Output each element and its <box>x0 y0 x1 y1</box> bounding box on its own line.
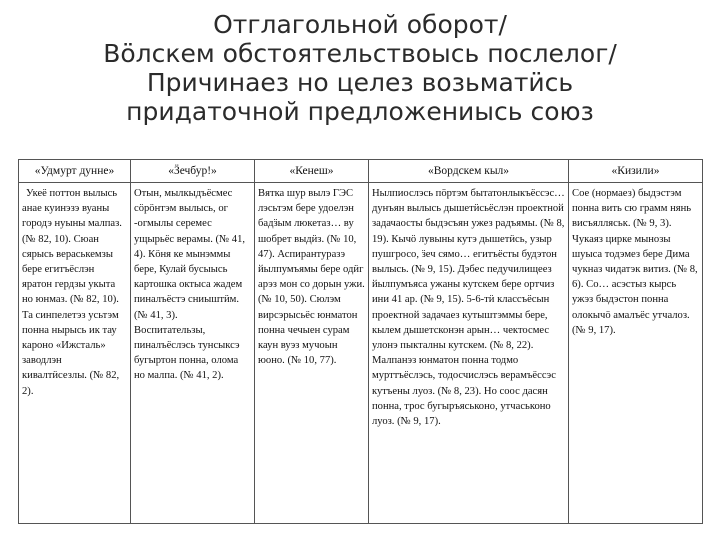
slide-title <box>40 10 680 126</box>
title-line-1: Отглагольной оборот/ <box>213 10 507 39</box>
header-udmurt-dunne: «Удмурт дунне» <box>19 160 131 183</box>
cell-udmurt-dunne: Укеё поттон вылысь анае куинэзэ вуаны городэ нуыны малпаз. (№ 82, 10). Сюан сярысь вераськемзы бере егитъёслэн яратон гердзы укыта но юнмаз. (№ 82, 10). Та синпелетэз усьтэм понна нырысь ик тау кароно «Ижсталь» заводлэн кивалтӥсезлы. (№ 82, 2). <box>19 183 131 524</box>
table-header-row <box>19 160 703 183</box>
cell-kenesh: Вятка шур вылэ ГЭС лэсьтэм бере удоелэн бадӟым люкетаз… ву шобрет выдӥз. (№ 10, 47). Аспирантуразэ йылпумъямы бере одӥг арэз мон со дорын ужи. (№ 10, 50). Сюлэм вирсэрысьёс юнматон понна чечыен сурам каун вуэз мучоын юоно. (№ 10, 77). <box>255 183 369 524</box>
title-line-3: Причинаез но целез возьматӥсь <box>146 68 574 97</box>
cell-vordskem-kyl: Нылпиослэсь пӧртэм бытатонлыкъёссэс… дунъян вылысь дышетӥсьёслэн проектной задачаосты быдэсъян ужез радъямы. (№ 8, 19). Кычӧ лувыны кутэ дышетӥсь, узыр пушгросо, ӟеч сямо… егитъёсты будэтон вылысь. (№ 9, 15). Дэбес педучилищеез йылпумъяса ужаны кутскем бере ортчиз ини 41 ар. (№ 9, 15). 5-6-тӥ классъёсын проектной задачаез кутыштэммы бере, кылем дышетсконэн арын… чектосмес улонэ пыкталны кутскем. (№ 8, 22). Малпанэз юнматон понна тодмо мурттъёслэсь, тодосчислэсь верамъёссэс кутъены луоз. (№ 8, 23). Но соос дасян понна, трос бугыръяськоно, утчаськоно луоз. (№ 9, 17). <box>369 183 569 524</box>
header-kizili: «Кизили» <box>569 160 703 183</box>
title-line-4: придаточной предложениысь союз <box>126 97 594 126</box>
table-row <box>19 183 703 524</box>
title-line-2: Вӧлскем обстоятельствоысь послелог/ <box>103 39 617 68</box>
header-dzechbur: «Ӟечбур!» <box>131 160 255 183</box>
header-vordskem-kyl: «Вордскем кыл» <box>369 160 569 183</box>
examples-table <box>18 159 703 524</box>
cell-kizili: Сое (нормаез) быдэстэм понна вить сю грамм нянь висъялляськ. (№ 9, 3). Чукаяз цирке мынозы шуыса тодэмез бере Дима чукназ чидатэк витиз. (№ 8, 6). Со… асэстыз кырсь ужэз быдэстон понна олокычӧ амалъёс утчалоз. (№ 9, 17). <box>569 183 703 524</box>
cell-dzechbur: Отын, мылкыдъёсмес сӧрӧнтэм вылысь, ог -огмылы серемес ущырьёс верамы. (№ 41, 4). Кӧня ке мынэммы бере, Кулай бусыысь картошка октыса жадем пиналъёстэ сниыштӥм. (№ 41, 3). Воспитательзы, пиналъёслэсь тунсыксэ бугыртон понна, олома но малпа. (№ 41, 2). <box>131 183 255 524</box>
header-kenesh: «Кенеш» <box>255 160 369 183</box>
